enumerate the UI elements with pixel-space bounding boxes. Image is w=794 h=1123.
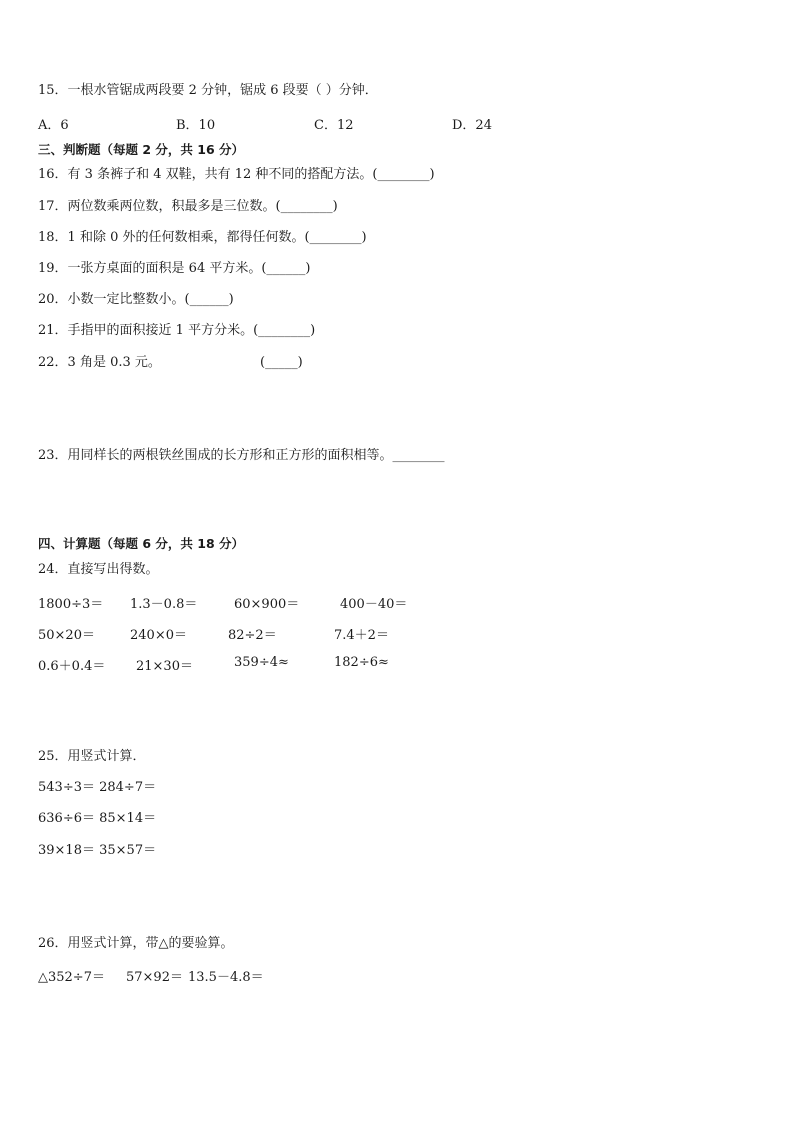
question-18-text: 18．1 和除 0 外的任何数相乘，都得任何数。(________) bbox=[38, 230, 367, 245]
question-17-text: 17．两位数乘两位数，积最多是三位数。(________) bbox=[38, 199, 338, 214]
q24-row3-item1: 0.6＋0.4＝ bbox=[38, 659, 106, 674]
question-24-text: 24．直接写出得数。 bbox=[38, 562, 159, 577]
q26-item1: △352÷7＝ bbox=[38, 970, 105, 985]
section-4-title: 四、计算题（每题 6 分，共 18 分） bbox=[38, 536, 245, 551]
q24-row3-item3: 359÷4≈ bbox=[234, 655, 289, 670]
q24-row1-item2: 1.3－0.8＝ bbox=[130, 597, 198, 612]
q24-row2-item4: 7.4＋2＝ bbox=[334, 628, 389, 643]
q26-item3: 13.5－4.8＝ bbox=[188, 970, 264, 985]
q15-option-a: A．6 bbox=[38, 118, 69, 133]
section-3-title: 三、判断题（每题 2 分，共 16 分） bbox=[38, 142, 245, 157]
q15-option-b: B．10 bbox=[176, 118, 216, 133]
q24-row2-item1: 50×20＝ bbox=[38, 628, 95, 643]
question-23-text: 23．用同样长的两根铁丝围成的长方形和正方形的面积相等。________ bbox=[38, 448, 445, 463]
q25-row1: 543÷3＝ 284÷7＝ bbox=[38, 780, 157, 795]
question-16-text: 16．有 3 条裤子和 4 双鞋，共有 12 种不同的搭配方法。(________) bbox=[38, 167, 435, 182]
q25-row2: 636÷6＝ 85×14＝ bbox=[38, 811, 157, 826]
question-21-text: 21．手指甲的面积接近 1 平方分米。(________) bbox=[38, 323, 316, 338]
q15-option-d: D．24 bbox=[452, 118, 492, 133]
q24-row3-item4: 182÷6≈ bbox=[334, 655, 389, 670]
question-19-text: 19．一张方桌面的面积是 64 平方米。(______) bbox=[38, 261, 311, 276]
q24-row1-item1: 1800÷3＝ bbox=[38, 597, 104, 612]
q24-row2-item3: 82÷2＝ bbox=[228, 628, 277, 643]
q15-option-c: C．12 bbox=[314, 118, 354, 133]
question-20-text: 20．小数一定比整数小。(______) bbox=[38, 292, 234, 307]
q24-row2-item2: 240×0＝ bbox=[130, 628, 187, 643]
question-22-blank: (_____) bbox=[260, 355, 303, 370]
question-22-text: 22．3 角是 0.3 元。 bbox=[38, 355, 161, 370]
q25-row3: 39×18＝ 35×57＝ bbox=[38, 843, 157, 858]
q26-item2: 57×92＝ bbox=[126, 970, 183, 985]
question-26-text: 26．用竖式计算，带△的要验算。 bbox=[38, 936, 234, 951]
q24-row1-item3: 60×900＝ bbox=[234, 597, 300, 612]
q24-row1-item4: 400－40＝ bbox=[340, 597, 408, 612]
question-25-text: 25．用竖式计算． bbox=[38, 749, 146, 764]
question-15-text: 15．一根水管锯成两段要 2 分钟，锯成 6 段要（ ）分钟． bbox=[38, 83, 378, 98]
q24-row3-item2: 21×30＝ bbox=[136, 659, 193, 674]
